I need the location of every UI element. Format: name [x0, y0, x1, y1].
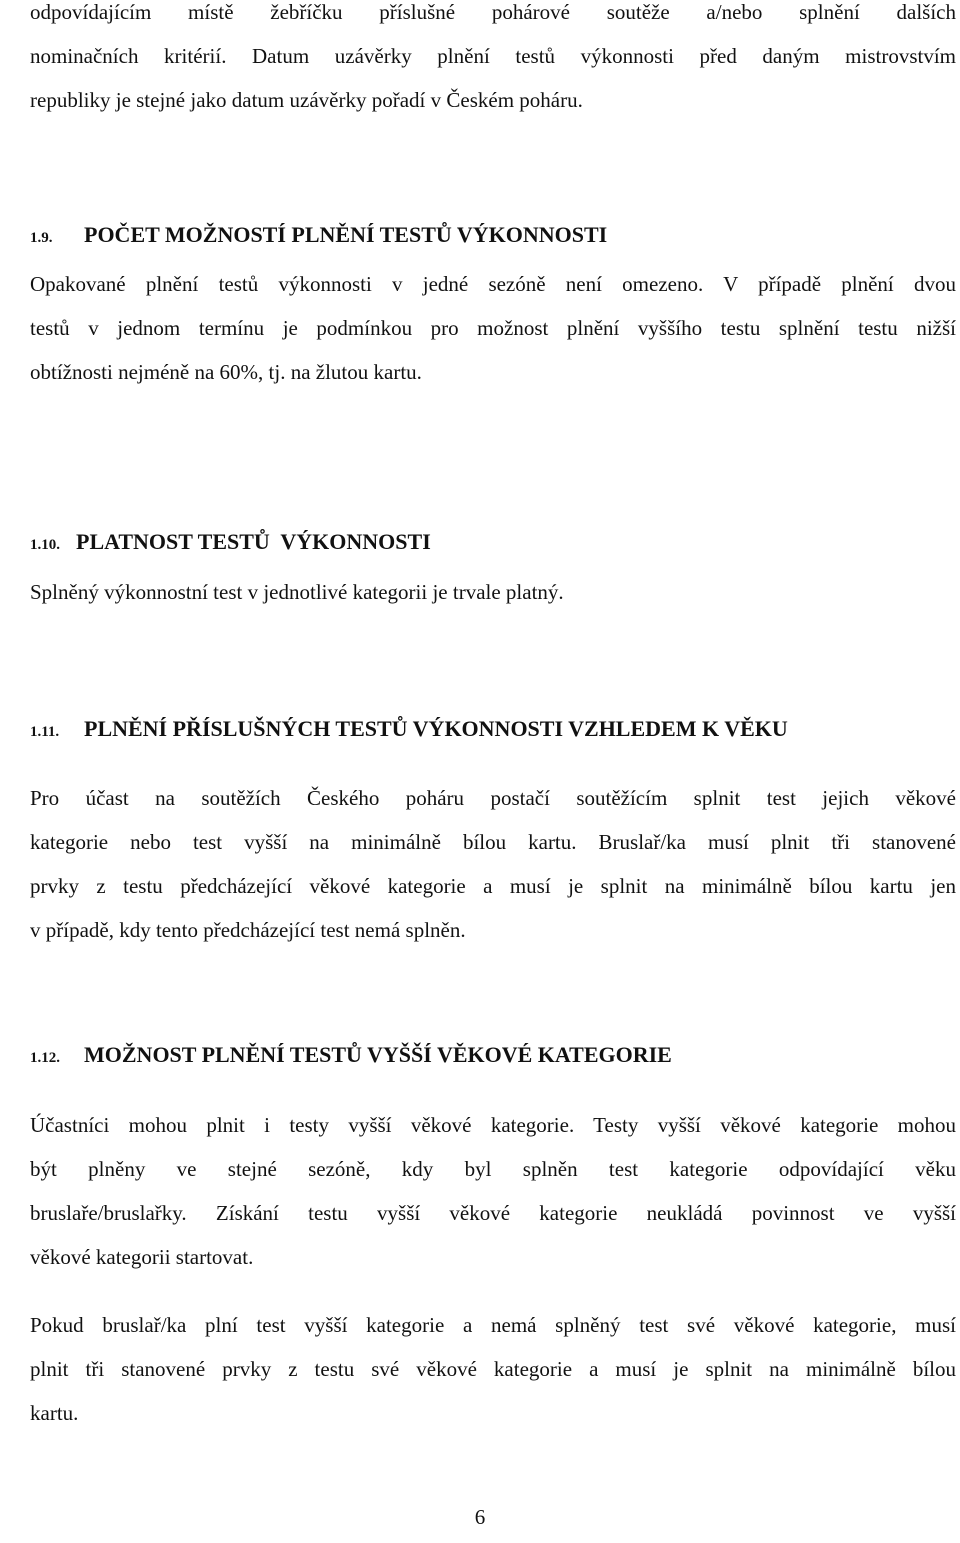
- paragraph-line: kartu.: [30, 1401, 79, 1425]
- paragraph-line: prvky z testu předcházející věkové kategorie a musí je splnit na minimálně bílou kartu jen: [30, 874, 956, 898]
- paragraph-line: plnit tři stanovené prvky z testu své věkové kategorie a musí je splnit na minimálně bílou: [30, 1357, 956, 1381]
- section-title: MOŽNOST PLNĚNÍ TESTŮ VYŠŠÍ VĚKOVÉ KATEGORIE: [84, 1042, 672, 1067]
- paragraph-line: obtížnosti nejméně na 60%, tj. na žlutou kartu.: [30, 360, 422, 384]
- paragraph-line: odpovídajícím místě žebříčku příslušné pohárové soutěže a/nebo splnění dalších: [30, 0, 956, 24]
- section-1-12-paragraph: [30, 1103, 956, 1279]
- section-title: PLATNOST TESTŮ VÝKONNOSTI: [76, 529, 431, 554]
- section-number: 1.11.: [30, 724, 60, 740]
- intro-paragraph: [30, 0, 956, 122]
- section-heading-1-12: [30, 1042, 672, 1068]
- paragraph-line: být plněny ve stejné sezóně, kdy byl splněn test kategorie odpovídající věku: [30, 1157, 956, 1181]
- section-number: 1.9.: [30, 230, 53, 246]
- section-1-11-paragraph: [30, 776, 956, 952]
- paragraph-line: Pro účast na soutěžích Českého poháru postačí soutěžícím splnit test jejich věkové: [30, 786, 956, 810]
- section-title: POČET MOŽNOSTÍ PLNĚNÍ TESTŮ VÝKONNOSTI: [84, 222, 608, 247]
- section-heading-1-9: [30, 222, 607, 248]
- section-number: 1.10.: [30, 537, 60, 553]
- section-1-12-paragraph-2: [30, 1303, 956, 1435]
- paragraph-line: v případě, kdy tento předcházející test nemá splněn.: [30, 918, 466, 942]
- paragraph-line: bruslaře/bruslařky. Získání testu vyšší věkové kategorie neukládá povinnost ve vyšší: [30, 1201, 956, 1225]
- paragraph-line: Pokud bruslař/ka plní test vyšší kategorie a nemá splněný test své věkové kategorie, musí: [30, 1313, 956, 1337]
- section-1-10-paragraph: [30, 570, 956, 614]
- section-heading-1-10: [30, 529, 431, 555]
- paragraph-line: Opakované plnění testů výkonnosti v jedné sezóně není omezeno. V případě plnění dvou: [30, 272, 956, 296]
- paragraph-line: testů v jednom termínu je podmínkou pro možnost plnění vyššího testu splnění testu nižší: [30, 316, 956, 340]
- paragraph-line: věkové kategorii startovat.: [30, 1245, 254, 1269]
- paragraph-line: Účastníci mohou plnit i testy vyšší věkové kategorie. Testy vyšší věkové kategorie mohou: [30, 1113, 956, 1137]
- paragraph-line: Splněný výkonnostní test v jednotlivé kategorii je trvale platný.: [30, 580, 564, 604]
- paragraph-line: nominačních kritérií. Datum uzávěrky plnění testů výkonnosti před daným mistrovstvím: [30, 44, 956, 68]
- paragraph-line: kategorie nebo test vyšší na minimálně bílou kartu. Bruslař/ka musí plnit tři stanovené: [30, 830, 956, 854]
- section-title: PLNĚNÍ PŘÍSLUŠNÝCH TESTŮ VÝKONNOSTI VZHLEDEM K VĚKU: [84, 716, 788, 741]
- paragraph-line: republiky je stejné jako datum uzávěrky pořadí v Českém poháru.: [30, 88, 583, 112]
- section-number: 1.12.: [30, 1050, 60, 1066]
- section-1-9-paragraph: [30, 262, 956, 394]
- page-number: 6: [474, 1505, 486, 1529]
- section-heading-1-11: [30, 716, 788, 742]
